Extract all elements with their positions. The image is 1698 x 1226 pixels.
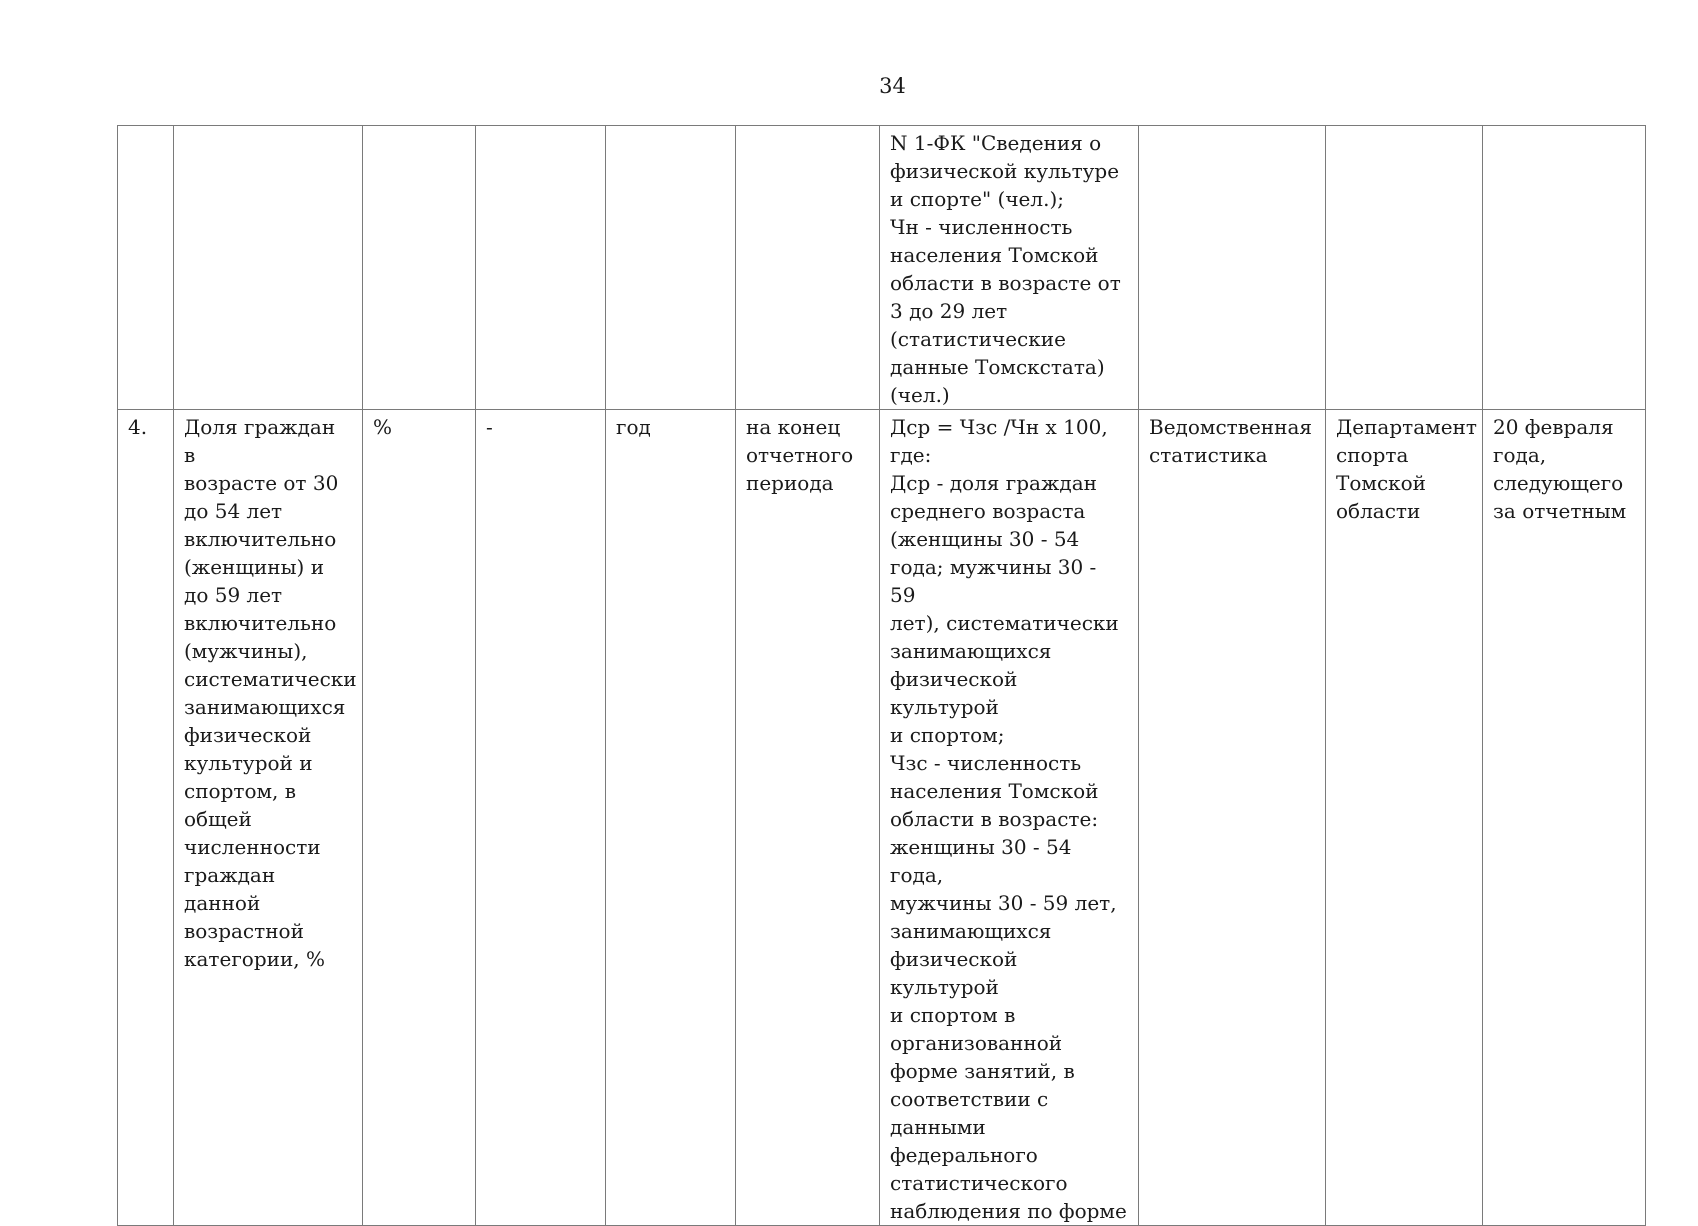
cell-source — [1139, 126, 1326, 410]
cell-col4: - — [476, 410, 606, 1226]
cell-source: Ведомственная статистика — [1139, 410, 1326, 1226]
cell-formula: N 1-ФК "Сведения о физической культуре и спорте" (чел.); Чн - численность населения Томской области в возрасте от 3 до 29 лет (статистические данные Томскстата) (чел.) — [880, 126, 1139, 410]
cell-name — [174, 126, 363, 410]
cell-unit: % — [363, 410, 476, 1226]
cell-formula: Дср = Чзс /Чн x 100, где: Дср - доля граждан среднего возраста (женщины 30 - 54 года; мужчины 30 - 59 лет), систематически занимающихся физической культурой и спортом; Чзс - численность населения Томской области в возрасте: женщины 30 - 54 года, мужчины 30 - 59 лет, занимающихся физической культурой и спортом в организованной форме занятий, в соответствии с данными федерального статистического наблюдения по форме — [880, 410, 1139, 1226]
table-row-4 — [118, 410, 1646, 1226]
cell-name: Доля граждан в возрасте от 30 до 54 лет включительно (женщины) и до 59 лет включительно (мужчины), систематически занимающихся физической культурой и спортом, в общей численности граждан данной возрастной категории, % — [174, 410, 363, 1226]
cell-time-characteristic — [736, 126, 880, 410]
cell-num: 4. — [118, 410, 174, 1226]
page-number: 34 — [879, 74, 906, 98]
table-row-continuation — [118, 126, 1646, 410]
cell-deadline: 20 февраля года, следующего за отчетным — [1483, 410, 1646, 1226]
cell-time-characteristic: на конец отчетного периода — [736, 410, 880, 1226]
cell-col4 — [476, 126, 606, 410]
cell-unit — [363, 126, 476, 410]
cell-responsible: Департамент спорта Томской области — [1326, 410, 1483, 1226]
cell-deadline — [1483, 126, 1646, 410]
cell-periodicity: год — [606, 410, 736, 1226]
cell-periodicity — [606, 126, 736, 410]
indicator-table — [117, 125, 1646, 1226]
cell-responsible — [1326, 126, 1483, 410]
cell-num — [118, 126, 174, 410]
